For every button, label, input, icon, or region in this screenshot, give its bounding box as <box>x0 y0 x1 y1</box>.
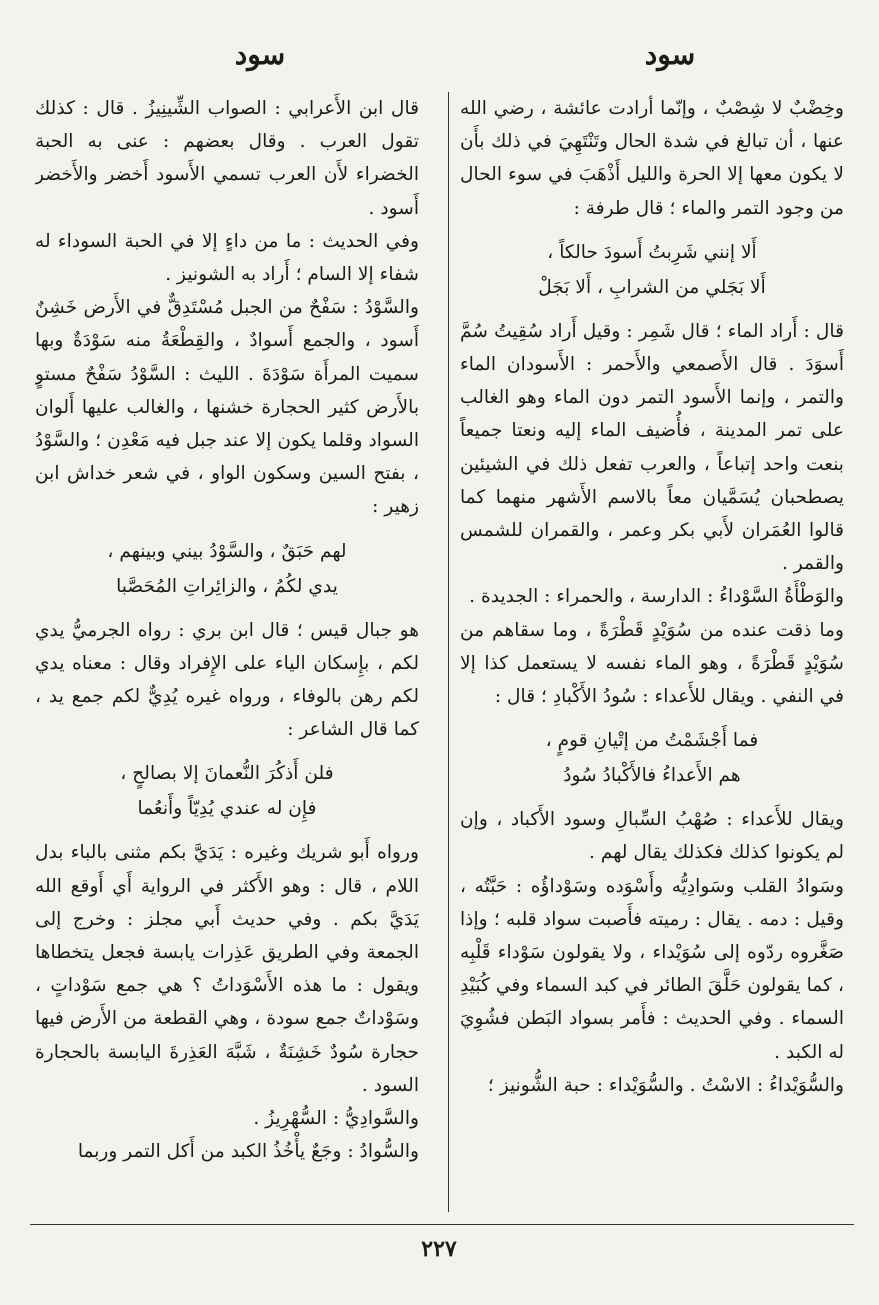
paragraph: والسُّوادُ : وجَعٌ يأْخُذُ الكبد من أَكل التمر وربما <box>77 1141 419 1163</box>
paragraph: والسَّوادِيُّ : السُّهْرِيزُ . <box>253 1108 419 1130</box>
paragraph: والوَطْأَةُ السَّوْداءُ : الدارسة ، والحمراء : الجديدة . <box>469 586 844 608</box>
paragraph: وخِضْبٌ لا شِصْبٌ ، وإنّما أرادت عائشة ، رضي الله عنها ، أن تبالغ في شدة الحال وتَنْتَهِيَ في ذلك بأَن لا يكون معها إلا الحرة والليل أَذْهَبَ في سوء الحال من وجود التمر والماء ؛ قال طرفة : <box>460 98 844 219</box>
verse-line: فلن أَذكُرَ النُّعمانَ إلا بصالحٍ ، <box>120 763 334 785</box>
verse-line: هم الأَعداءُ فالأَكْبادُ سُودُ <box>563 765 741 787</box>
paragraph: والسُّوَيْداءُ : الاسْتُ . والسُّوَيْداء : حبة الشُّونيز ؛ <box>487 1074 844 1096</box>
paragraph: ورواه أَبو شريك وغيره : يَدَيَّ بكم مثنى بالباء بدل اللام ، قال : وهو الأَكثر في الرواية أَي أَوقع الله يَدَيَّ بكم . وفي حديث أَبي مجلز : وخرج إلى الجمعة وفي الطريق عَذِرات يابسة فجعل يتخطاها ويقول : ما هذه الأَسْوَداتُ ؟ هي جمع سَوْداتٍ ، وسَوْداتٌ جمع سودة ، وهي القطعة من الأَرض فيها حجارة سُودٌ خَشِنَةٌ ، شَبَّهَ العَذِرةَ اليابسة بالحجارة السود . <box>35 842 419 1096</box>
verse-line: لهم حَبَقٌ ، والسَّوْدُ بيني وبينهم ، <box>107 540 347 562</box>
poem-verse <box>35 534 419 604</box>
header-root-word-right: سود <box>644 38 696 71</box>
paragraph: وما ذقت عنده من سُوَيْدٍ قَطْرَةً ، وما سقاهم من سُوَيْدٍ قَطْرَةً ، وهو الماء نفسه لا يستعمل كذا إلا في النفي . ويقال للأَعداء : سُودُ الأَكْبادِ ؛ قال : <box>460 619 844 708</box>
header-root-word-left: سود <box>234 38 286 71</box>
paragraph: قال : أَراد الماء ؛ قال شَمِر : وقيل أَراد سُقِيتُ سُمَّ أَسوَدَ . قال الأَصمعي والأَحمر : الأَسودان الماء والتمر ، وإنما الأَسود التمر دون الماء وهو الغالب على تمر المدينة ، فأُضيف الماء إليه ونعتا جميعاً بنعت واحد إتباعاً ، والعرب تفعل ذلك في الشيئين يصطحبان يُسَمَّيان معاً بالاسم الأَشهر منهما كما قالوا العُمَران لأَبي بكر وعمر ، والقمران للشمس والقمر . <box>460 320 844 575</box>
poem-verse <box>460 235 844 305</box>
poem-verse <box>35 756 419 826</box>
paragraph: هو جبال قيس ؛ قال ابن بري : رواه الجرميُّ يدي لكم ، بإِسكان الياء على الإِفراد وقال : معناه يدي لكم رهن بالوفاء ، ورواه غيره يُدِيٌّ لكم جمع يد ، كما قال الشاعر : <box>35 619 419 741</box>
paragraph: والسَّوْدُ : سَفْحٌ من الجبل مُسْتَدِقٌّ في الأَرض خَشِنٌ أَسود ، والجمع أَسوادٌ ، والقِطْعَةُ منه سَوْدَةٌ وبها سميت المرأَة سَوْدَةَ . الليث : السَّوْدُ سَفْحٌ مستوٍ بالأَرض كثير الحجارة خشنها ، والغالب عليها أَلوان السواد وقلما يكون إلا عند جبل فيه مَعْدِن ؛ والسَّوْدُ ، بفتح السين وسكون الواو ، في شعر خداش ابن زهير : <box>35 297 419 518</box>
right-column <box>460 92 844 1212</box>
paragraph: وسَوادُ القلب وسَوادِيُّه وأَسْوَده وسَوْداؤُه : حَبَّتُه ، وقيل : دمه . يقال : رميته فأَصبت سواد قلبه ؛ وإذا صَغَّروه ردّوه إلى سُوَيْداء ، ولا يقولون سَوْداء قَلْبِه ، كما يقولون حَلَّقَ الطائر في كبد السماء وفي كُبَيْدِ السماء . وفي الحديث : فأَمر بسواد البَطن فشُوِيَ له الكبد . <box>460 875 844 1063</box>
paragraph: وفي الحديث : ما من داءٍ إلا في الحبة السوداء له شفاء إلا السام ؛ أَراد به الشونيز . <box>35 230 419 286</box>
verse-line: يدي لكُمُ ، والزائِراتِ المُحَصَّبا <box>116 575 338 597</box>
paragraph: قال ابن الأَعرابي : الصواب الشِّينِيزُ . قال : كذلك تقول العرب . وقال بعضهم : عنى به الحبة الخضراء لأَن العرب تسمي الأَسود أَخضر والأَخضر أَسود . <box>35 98 419 219</box>
page-number: ٢٢٧ <box>421 1236 457 1262</box>
verse-line: أَلا إنني شَرِبتُ أَسودَ حالكاً ، <box>547 241 757 263</box>
paragraph: ويقال للأَعداء : صُهْبُ السِّبالِ وسود الأَكباد ، وإن لم يكونوا كذلك فكذلك يقال لهم . <box>460 809 844 864</box>
verse-line: فما أَجْشَمْتُ من إتْيانِ قومٍ ، <box>545 730 759 752</box>
left-column <box>35 92 419 1212</box>
footer-rule <box>30 1224 854 1225</box>
poem-verse <box>460 723 844 793</box>
verse-line: أَلا بَجَلي من الشرابِ ، أَلا بَجَلْ <box>538 276 766 298</box>
verse-line: فإِن له عندي يُدِيّاً وأَنعُما <box>137 798 317 820</box>
column-separator <box>448 92 449 1212</box>
